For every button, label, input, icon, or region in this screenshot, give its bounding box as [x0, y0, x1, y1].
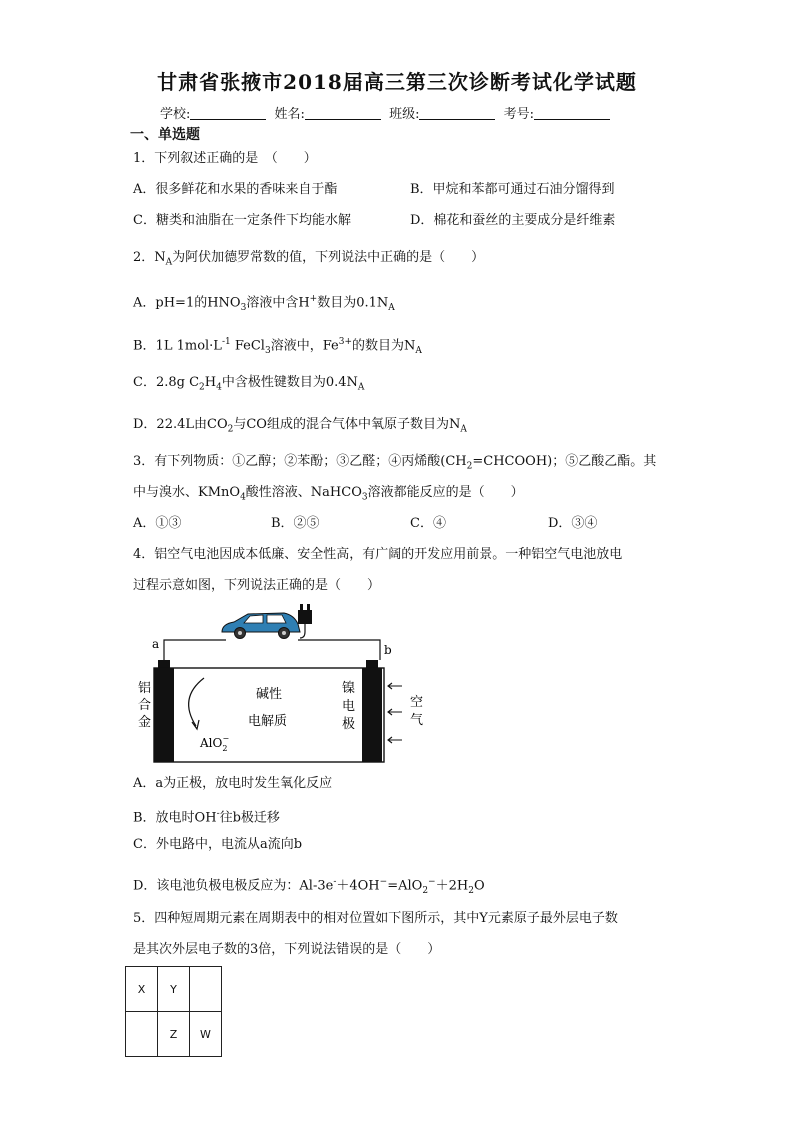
q1-option-d: D．棉花和蚕丝的主要成分是纤维素 — [410, 213, 616, 228]
class-blank[interactable] — [419, 107, 495, 120]
terminal-a-label: a — [152, 637, 160, 651]
q4-stem-line1: 4．铝空气电池因成本低廉、安全性高，有广阔的开发应用前景。一种铝空气电池放电 — [133, 547, 623, 562]
student-info-line — [160, 103, 614, 122]
q4-option-d: D．该电池负极电极反应为：$Al-3e^-+4OH^-=AlO_2^-+2H_2O$ — [133, 877, 485, 896]
nickel-electrode — [362, 668, 382, 762]
number-blank[interactable] — [534, 107, 610, 120]
svg-text:AlO2−: AlO$_2$− — [200, 734, 230, 753]
car-icon — [222, 613, 300, 639]
table-cell: W — [190, 1012, 222, 1057]
q3-stem-line1: 3．有下列物质：①乙醇；②苯酚；③乙醛；④丙烯酸$(CH_2=CHCOOH)$；⑤乙酸乙酯。其 — [133, 454, 657, 472]
svg-text:电: 电 — [342, 699, 356, 714]
aluminum-electrode — [154, 668, 174, 762]
school-blank[interactable] — [190, 107, 266, 120]
q2-stem: 2．$N_A$为阿伏加德罗常数的值，下列说法中正确的是（ ） — [133, 250, 485, 268]
q4-option-b: B．放电时OH-往b极迁移 — [133, 809, 280, 826]
electrolyte-label-1: 碱性 — [256, 687, 283, 702]
section-title: 一、单选题 — [130, 127, 200, 143]
q3-option-d: D．③④ — [548, 516, 598, 531]
periodic-position-table — [125, 966, 222, 1057]
number-label: 考号: — [503, 107, 534, 122]
name-label: 姓名: — [274, 107, 305, 122]
svg-text:极: 极 — [342, 717, 356, 732]
electrolyte-label-2: 电解质 — [248, 714, 288, 729]
table-cell — [190, 967, 222, 1012]
svg-text:气: 气 — [410, 713, 424, 728]
q2-option-d: D．22.4L由$CO_2$与CO组成的混合气体中氧原子数目为$N_A$ — [133, 417, 467, 435]
exam-title: 甘肃省张掖市2018届高三第三次诊断考试化学试题 — [157, 70, 637, 94]
table-cell: Z — [158, 1012, 190, 1057]
q3-stem-line2: 中与溴水、KMnO$_4$酸性溶液、NaHCO$_3$溶液都能反应的是（ ） — [133, 485, 524, 503]
svg-text:铝: 铝 — [138, 681, 152, 696]
q1-option-c: C．糖类和油脂在一定条件下均能水解 — [133, 213, 351, 228]
q2-option-b: B．1L $1mol\cdot L^{-1}$ FeCl$_3$溶液中，$Fe^{3+}$的数目为$N_A$ — [133, 337, 422, 356]
school-label: 学校: — [160, 107, 191, 122]
table-cell: X — [126, 967, 158, 1012]
q1-option-a: A．很多鲜花和水果的香味来自于酯 — [133, 182, 338, 197]
svg-text:空: 空 — [410, 695, 424, 710]
name-blank[interactable] — [305, 107, 381, 120]
q4-option-c: C．外电路中，电流从a流向b — [133, 837, 303, 852]
terminal-b-label: b — [384, 643, 392, 657]
q2-option-c: C．2.8g $C_2H_4$中含极性键数目为$0.4N_A$ — [133, 375, 365, 393]
q1-option-b: B．甲烷和苯都可通过石油分馏得到 — [410, 182, 615, 197]
q4-option-a: A．a为正极，放电时发生氧化反应 — [133, 776, 333, 791]
q4-stem-line2: 过程示意如图，下列说法正确的是（ ） — [133, 578, 381, 593]
q1-stem: 1．下列叙述正确的是 （ ） — [133, 151, 317, 166]
class-label: 班级: — [389, 107, 420, 122]
air-arrows — [388, 683, 402, 743]
plug-icon — [298, 604, 312, 638]
q3-option-c: C．④ — [410, 516, 446, 531]
q5-stem-line1: 5．四种短周期元素在周期表中的相对位置如下图所示，其中Y元素原子最外层电子数 — [133, 911, 618, 926]
svg-text:金: 金 — [138, 715, 152, 730]
q2-option-a: A．pH=1的$HNO_3$溶液中含H+数目为$0.1N_A$ — [133, 294, 395, 313]
table-cell — [126, 1012, 158, 1057]
svg-text:合: 合 — [138, 698, 152, 713]
q5-stem-line2: 是其次外层电子数的3倍，下列说法错误的是（ ） — [133, 942, 441, 957]
q3-option-b: B．②⑤ — [271, 516, 320, 531]
table-cell: Y — [158, 967, 190, 1012]
q3-option-a: A．①③ — [133, 516, 182, 531]
svg-text:镍: 镍 — [342, 681, 356, 696]
battery-diagram — [130, 602, 430, 772]
